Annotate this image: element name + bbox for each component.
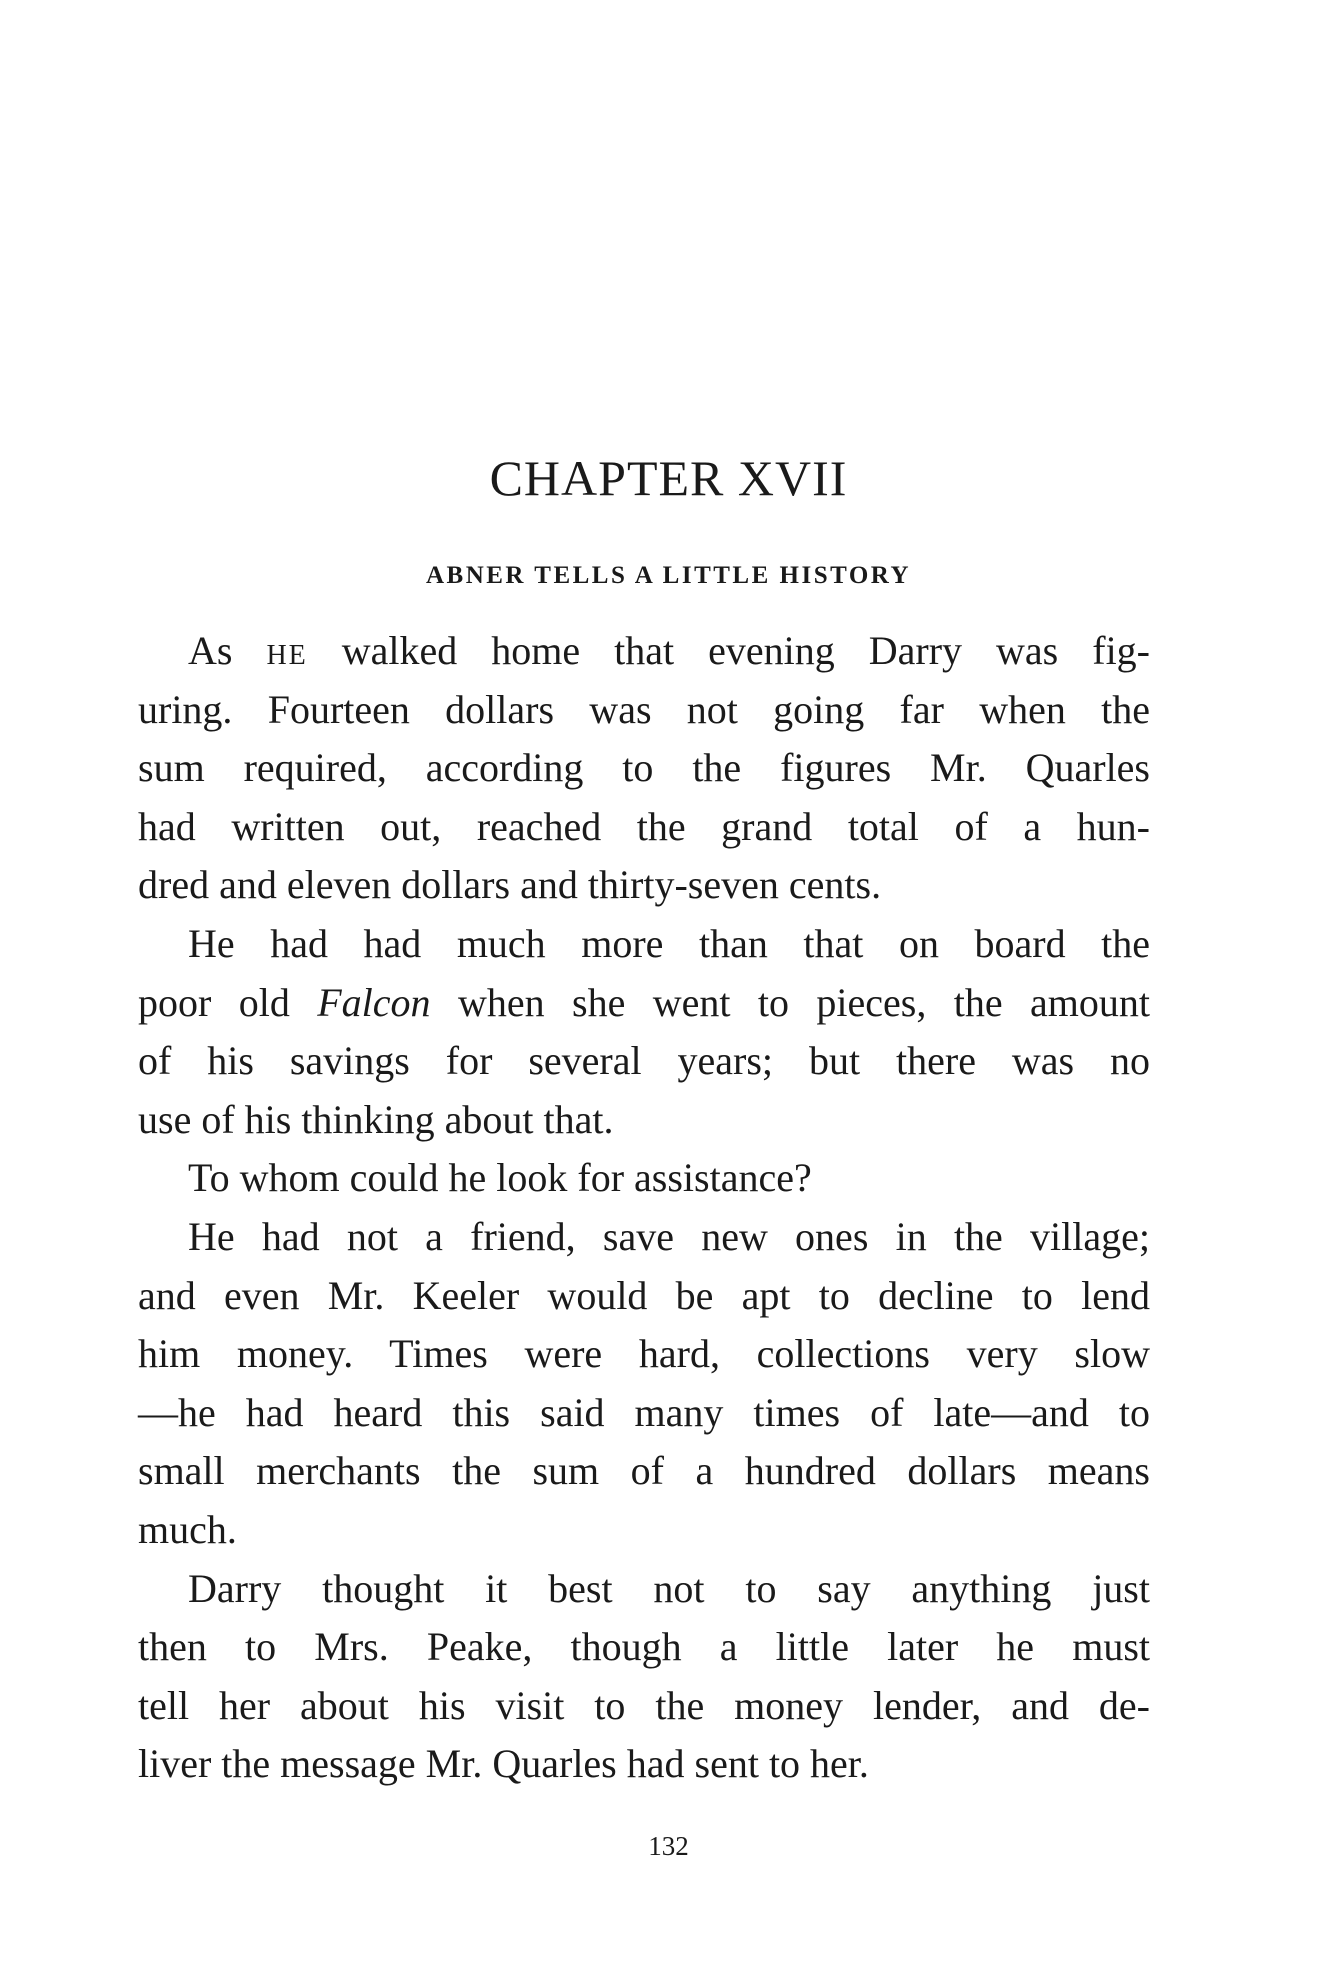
text-line: use of his thinking about that. [138, 1096, 614, 1142]
text-line: poor old Falcon when she went to pieces, the amount [138, 979, 1150, 1025]
text-line: uring. Fourteen dollars was not going far when the [138, 686, 1150, 732]
text-line: Darry thought it best not to say anything just [188, 1565, 1150, 1611]
text-line: tell her about his visit to the money lender, and de- [138, 1682, 1150, 1728]
text-line: small merchants the sum of a hundred dollars means [138, 1448, 1150, 1494]
page-number: 132 [648, 1831, 689, 1861]
body-text [138, 622, 1150, 1794]
text-line: To whom could he look for assistance? [188, 1155, 812, 1201]
text-line: sum required, according to the figures Mr. Quarles [138, 745, 1150, 791]
chapter-title: CHAPTER XVII [489, 450, 848, 506]
text-line: and even Mr. Keeler would be apt to decline to lend [138, 1272, 1150, 1318]
text-line: He had not a friend, save new ones in the village; [188, 1213, 1150, 1259]
text-line: then to Mrs. Peake, though a little later he must [138, 1624, 1150, 1670]
text-line: him money. Times were hard, collections very slow [138, 1331, 1150, 1377]
text-line: dred and eleven dollars and thirty-seven cents. [138, 862, 882, 908]
text-line: —he had heard this said many times of late—and to [138, 1389, 1150, 1435]
text-line: He had had much more than that on board the [188, 920, 1150, 966]
text-line: much. [138, 1506, 237, 1552]
chapter-subtitle: ABNER TELLS A LITTLE HISTORY [425, 562, 912, 589]
text-line: of his savings for several years; but there was no [138, 1038, 1150, 1084]
text-line: As HE walked home that evening Darry was fig- [188, 628, 1150, 673]
text-line: liver the message Mr. Quarles had sent to her. [138, 1741, 869, 1787]
text-line: had written out, reached the grand total of a hun- [138, 803, 1150, 849]
